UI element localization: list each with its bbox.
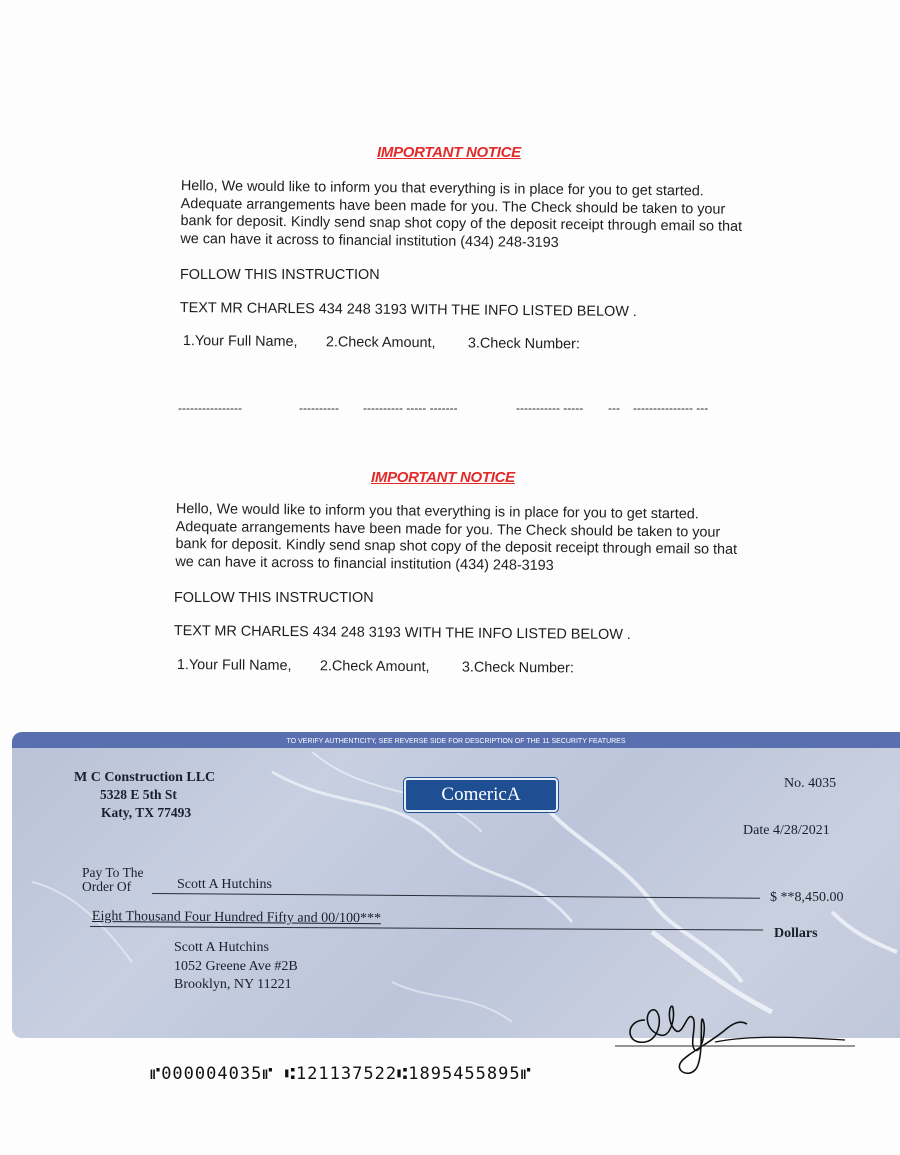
date-label: Date xyxy=(743,823,770,838)
pay-to-label-line-2: Order Of xyxy=(82,879,132,894)
notice-1-items xyxy=(183,333,603,357)
notice-1-dash-lines xyxy=(178,401,738,417)
check-number-value: 4035 xyxy=(808,776,837,791)
company-street: 5328 E 5th St xyxy=(100,787,177,802)
dash-line: ----------- ----- xyxy=(516,401,584,415)
notice-2-item-number: 3.Check Number: xyxy=(461,659,574,677)
micr-line: ⑈000004035⑈ ⑆121137522⑆1895455895⑈ xyxy=(150,1064,532,1084)
notice-1-item-name: 1.Your Full Name, xyxy=(182,333,298,350)
notice-1-paragraph: Hello, We would like to inform you that everything is in place for you to get started. Adequate arrangements have been made for you. The Check should be taken to your bank for deposit. Kindly send snap shot copy of the deposit receipt through email so that we can have it across to financial institution (434) 248-3193 xyxy=(180,178,743,251)
signature xyxy=(615,990,865,1080)
company-city: Katy, TX 77493 xyxy=(101,805,192,820)
dash-line: ---------- xyxy=(299,401,339,415)
notice-1-item-number: 3.Check Number: xyxy=(467,335,580,353)
notice-2-paragraph: Hello, We would like to inform you that everything is in place for you to get started. Adequate arrangements have been made for you. The Check should be taken to your bank for deposit. Kindly send snap shot copy of the deposit receipt through email so that we can have it across to financial institution (434) 248-3193 xyxy=(175,501,738,574)
payee-address xyxy=(174,939,298,995)
dollars-label: Dollars xyxy=(774,926,818,941)
date-value: 4/28/2021 xyxy=(772,823,830,838)
notice-2-items xyxy=(177,657,597,681)
notice-1-follow: FOLLOW THIS INSTRUCTION xyxy=(180,267,380,283)
check-date xyxy=(743,823,830,839)
dash-line: --- xyxy=(608,401,620,415)
notice-2-title: IMPORTANT NOTICE xyxy=(371,469,515,486)
notice-2-item-amount: 2.Check Amount, xyxy=(319,658,430,676)
payee: Scott A Hutchins xyxy=(177,877,272,892)
check-number-label: No. xyxy=(784,776,805,791)
check-number xyxy=(784,776,836,792)
payee-address-city: Brooklyn, NY 11221 xyxy=(174,977,292,992)
pay-to-label xyxy=(82,866,144,894)
notice-1-title: IMPORTANT NOTICE xyxy=(377,144,521,161)
notice-1-item-amount: 2.Check Amount, xyxy=(325,334,436,352)
dash-line: --------------- --- xyxy=(633,401,709,415)
amount-words: Eight Thousand Four Hundred Fifty and 00/100*** xyxy=(91,909,382,927)
payee-address-name: Scott A Hutchins xyxy=(174,940,269,955)
security-strip: TO VERIFY AUTHENTICITY, SEE REVERSE SIDE FOR DESCRIPTION OF THE 11 SECURITY FEATURES xyxy=(12,732,900,748)
notice-2-item-name: 1.Your Full Name, xyxy=(176,657,292,674)
dash-line: ---------- ----- ------- xyxy=(363,401,458,415)
dash-line: ---------------- xyxy=(178,401,242,415)
payee-address-street: 1052 Greene Ave #2B xyxy=(174,958,298,974)
amount-numeric: $ **8,450.00 xyxy=(770,890,844,905)
pay-to-label-line-1: Pay To The xyxy=(82,865,144,880)
company-name: M C Construction LLC xyxy=(74,770,216,785)
notice-2-text-line: TEXT MR CHARLES 434 248 3193 WITH THE INFO LISTED BELOW . xyxy=(173,623,631,643)
bank-logo: ComericA xyxy=(404,778,558,812)
notice-2-follow: FOLLOW THIS INSTRUCTION xyxy=(174,590,374,606)
notice-1-text-line: TEXT MR CHARLES 434 248 3193 WITH THE INFO LISTED BELOW . xyxy=(179,300,637,320)
